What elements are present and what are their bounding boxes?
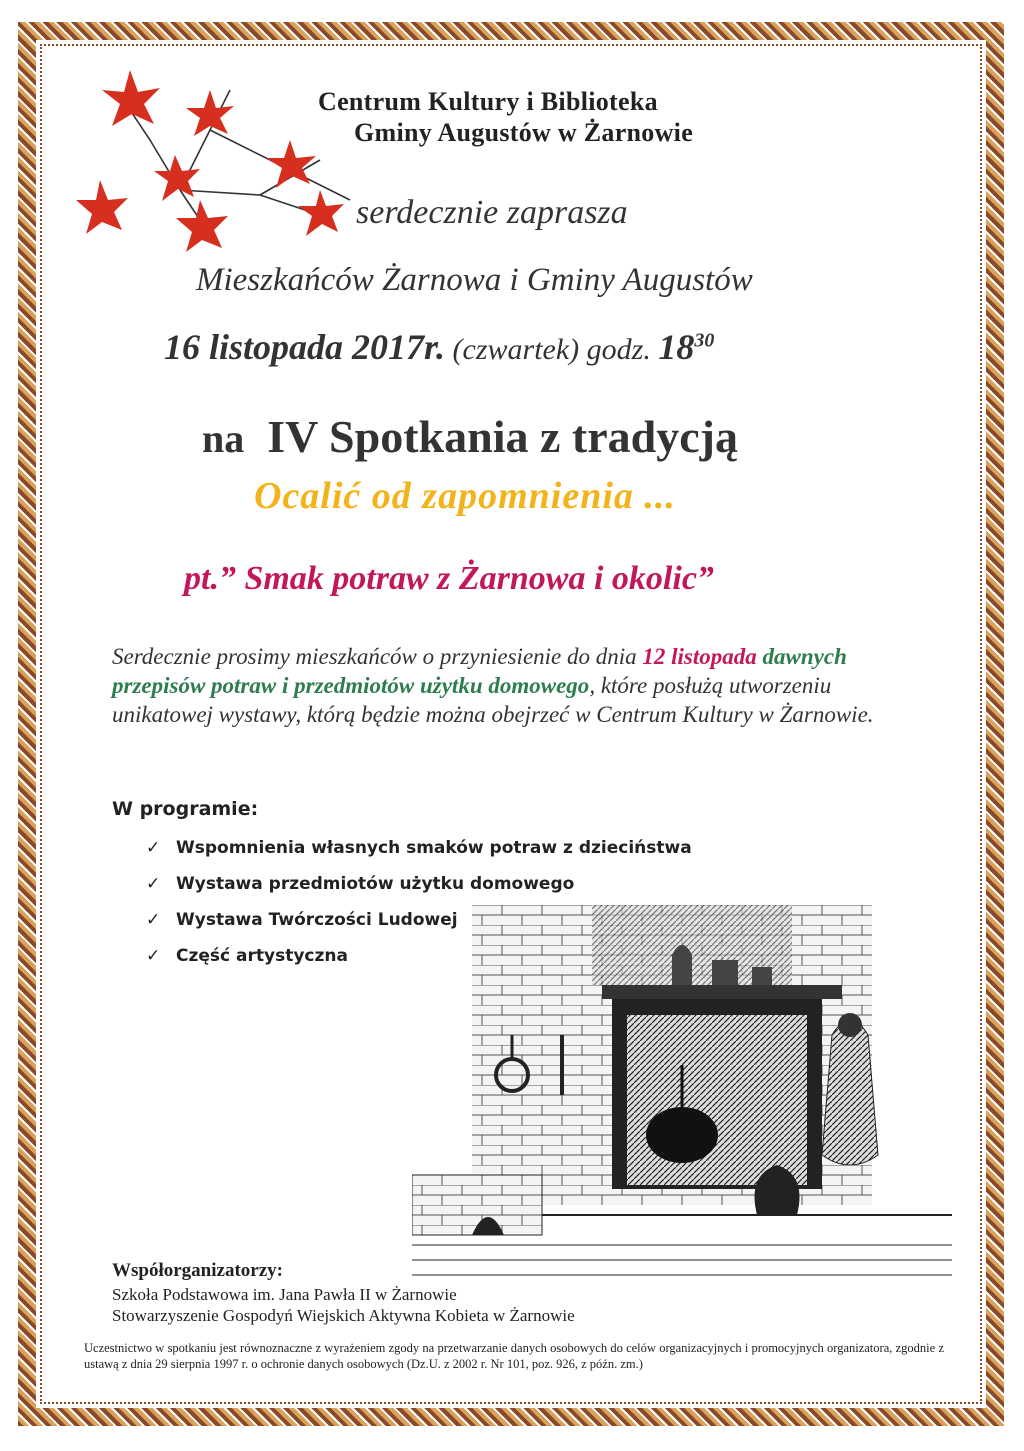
request-paragraph <box>112 642 932 729</box>
organizer-line-1: Centrum Kultury i Biblioteka <box>318 87 658 116</box>
coorganizers-title: Współorganizatorzy: <box>112 1260 283 1281</box>
event-title-line <box>202 410 738 463</box>
program-item: ✓ Wystawa przedmiotów użytku domowego <box>146 874 575 894</box>
event-day: (czwartek) <box>445 333 580 366</box>
program-item: ✓ Wspomnienia własnych smaków potraw z dzieciństwa <box>146 838 692 858</box>
check-icon: ✓ <box>146 874 161 894</box>
coorganizer-1: Szkoła Podstawowa im. Jana Pawła II w Żarnowie <box>112 1285 457 1304</box>
event-subtitle: Ocalić od zapomnienia ... <box>254 475 676 517</box>
program-title: W programie: <box>112 798 259 820</box>
program-item: ✓ Wystawa Twórczości Ludowej <box>146 910 458 930</box>
time-hour: 18 <box>658 327 695 367</box>
request-items: dawnych przepisów potraw i przedmiotów użytku domowego <box>112 644 847 698</box>
check-icon: ✓ <box>146 838 161 858</box>
check-icon: ✓ <box>146 946 161 966</box>
request-deadline: 12 listopada <box>642 644 757 669</box>
privacy-notice: Uczestnictwo w spotkaniu jest równoznaczne z wyrażeniem zgody na przetwarzanie danych osobowych do celów organizacyjnych i promocyjnych organizatora, zgodnie z ustawą z dnia 29 sierpnia 1997 r. o ochronie danych osobowych (Dz.U. z 2002 r. Nr 101, poz. 926, z późn. zm.) <box>84 1341 944 1371</box>
audience-text: Mieszkańców Żarnowa i Gminy Augustów <box>196 262 753 298</box>
organizer-line-2: Gminy Augustów w Żarnowie <box>354 118 694 147</box>
event-theme: pt.” Smak potraw z Żarnowa i okolic” <box>184 560 714 597</box>
invitation-text: serdecznie zaprasza <box>356 194 628 231</box>
check-icon: ✓ <box>146 910 161 930</box>
request-part-1: Serdecznie prosimy mieszkańców o przyniesienie do dnia <box>112 644 643 669</box>
hearth-illustration <box>412 885 952 1285</box>
event-title: IV Spotkania z tradycją <box>267 411 738 462</box>
request-part-2: , które posłużą utworzeniu unikatowej wystawy, którą będzie można obejrzeć w Centrum Kultury w Żarnowie. <box>112 673 874 727</box>
maple-leaves-icon <box>60 50 360 260</box>
program-item: ✓ Część artystyczna <box>146 946 348 966</box>
time-minutes: 30 <box>694 329 715 352</box>
time-prefix: godz. <box>579 333 659 366</box>
date-line <box>164 326 714 368</box>
event-title-prefix: na <box>202 416 245 461</box>
event-date: 16 listopada 2017r. <box>164 327 446 367</box>
coorganizer-2: Stowarzyszenie Gospodyń Wiejskich Aktywna Kobieta w Żarnowie <box>112 1306 575 1325</box>
